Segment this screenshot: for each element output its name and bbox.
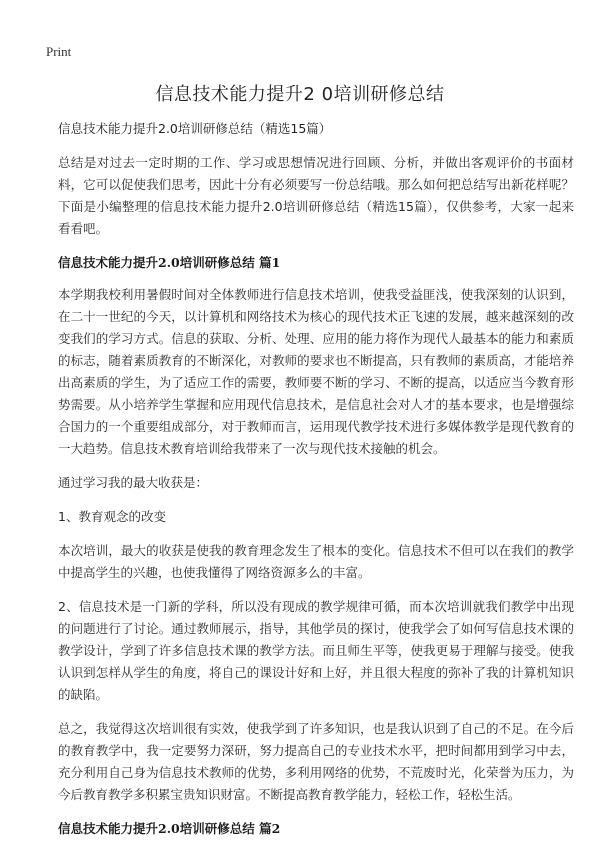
- section1-paragraph-3: 1、教育观念的改变: [58, 509, 166, 524]
- section1-paragraph-5: 2、信息技术是一门新的学科，所以没有现成的教学规律可循，而本次培训就我们教学中出现的问题进行了讨论。通过教师展示，指导，其他学员的探讨，使我学会了如何写信息技术课的教学设计，学到了许多信息技术课的教学方法。而且师生平等，使我更易于理解与接受。使我认识到怎样从学生的角度，将自己的课设计好和上好，并且很大程度的弥补了我的计算机知识的缺陷。: [58, 599, 574, 702]
- section-heading-2: 信息技术能力提升2.0培训研修总结 篇2: [58, 821, 281, 836]
- section1-paragraph-4: 本次培训，最大的收获是使我的教育理念发生了根本的变化。信息技术不但可以在我们的教学中提高学生的兴趣，也使我懂得了网络资源多么的丰富。: [58, 543, 574, 580]
- intro-paragraph: 总结是对过去一定时期的工作、学习或思想情况进行回顾、分析，并做出客观评价的书面材料，它可以促使我们思考，因此十分有必须要写一份总结哦。那么如何把总结写出新花样呢？下面是小编整理的信息技术能力提升2.0培训研修总结（精选15篇），仅供参考，大家一起来看看吧。: [58, 155, 574, 236]
- document-subtitle: 信息技术能力提升2.0培训研修总结（精选15篇）: [58, 121, 332, 136]
- section1-paragraph-2: 通过学习我的最大收获是：: [58, 475, 209, 490]
- page-title: 信息技术能力提升2 0培训研修总结: [155, 84, 445, 105]
- section1-paragraph-6: 总之，我觉得这次培训很有实效，使我学到了许多知识，也是我认识到了自己的不足。在今后的教育教学中，我一定要努力深研，努力提高自己的专业技术水平，把时间都用到学习中去，充分利用自己身为信息技术教师的优势，多利用网络的优势，不荒废时光，化荣誉为压力，为今后教育教学多积累宝贵知识财富。不断提高教育教学能力，轻松工作，轻松生活。: [58, 721, 574, 802]
- section1-paragraph-1: 本学期我校利用暑假时间对全体教师进行信息技术培训，使我受益匪浅，使我深刻的认识到，在二十一世纪的今天，以计算机和网络技术为核心的现代技术正飞速的发展，越来越深刻的改变我们的学习方式。信息的获取、分析、处理、应用的能力将作为现代人最基本的能力和素质的标志，随着素质教育的不断深化，对教师的要求也不断提高，只有教师的素质高，才能培养出高素质的学生，为了适应工作的需要，教师要不断的学习、不断的提高，以适应当今教育形势需要。从小培养学生掌握和应用现代信息技术，是信息社会对人才的基本要求，也是增强综合国力的一个重要组成部分，对于教师而言，运用现代教学技术进行多媒体教学是现代教育的一大趋势。信息技术教育培训给我带来了一次与现代技术接触的机会。: [58, 287, 574, 456]
- print-label: Print: [46, 44, 72, 59]
- section-heading-1: 信息技术能力提升2.0培训研修总结 篇1: [58, 255, 281, 270]
- document-body: [58, 118, 574, 850]
